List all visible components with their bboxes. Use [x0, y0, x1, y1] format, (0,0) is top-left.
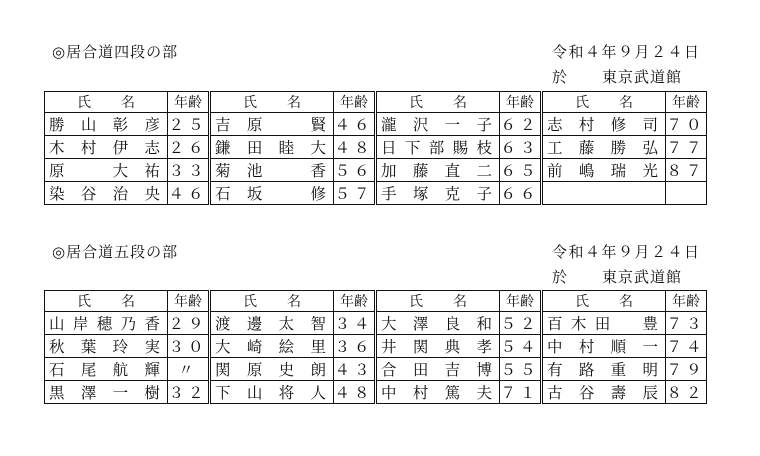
- participant-age: ２５: [168, 113, 210, 136]
- participant-name: 古谷壽辰: [547, 384, 659, 402]
- participant-age: ３３: [168, 159, 210, 182]
- header-age: 年齢: [672, 95, 700, 111]
- participant-age: ８２: [666, 381, 707, 404]
- participant-name: 山岸穂乃香: [49, 315, 161, 333]
- participant-name: 石坂 修: [215, 185, 327, 203]
- participant-age: ４３: [334, 358, 376, 381]
- participant-age: ６５: [500, 159, 542, 182]
- roster-table: [44, 91, 707, 205]
- header-age: 年齢: [506, 95, 534, 111]
- venue-prefix: 於: [552, 68, 569, 86]
- roster-table: [44, 290, 707, 404]
- participant-name: 黒澤一樹: [49, 384, 161, 402]
- participant-age: ７４: [666, 335, 707, 358]
- participant-age: ３２: [168, 381, 210, 404]
- participant-age: ３０: [168, 335, 210, 358]
- participant-name: 大澤良和: [381, 315, 493, 333]
- table-row: [45, 136, 707, 159]
- participant-age: ５２: [500, 312, 542, 335]
- participant-age: ５５: [500, 358, 542, 381]
- header-name: 氏名: [243, 95, 331, 111]
- participant-name: 中村篤夫: [381, 384, 493, 402]
- participant-age: ７３: [666, 312, 707, 335]
- participant-name: 関原史朗: [215, 361, 327, 379]
- participant-name: 百木田 豊: [547, 315, 659, 333]
- participant-name: 石尾航輝: [49, 361, 161, 379]
- participant-name: 志村修司: [547, 116, 659, 134]
- participant-age: ３６: [334, 335, 376, 358]
- header-age: 年齢: [672, 294, 700, 310]
- participant-age: ８７: [666, 159, 707, 182]
- event-venue: [552, 266, 682, 287]
- participant-name: 手塚克子: [381, 185, 493, 203]
- participant-age: [666, 182, 707, 205]
- venue-name: 東京武道館: [602, 268, 683, 286]
- venue-prefix: 於: [552, 268, 569, 286]
- participant-age: ５６: [334, 159, 376, 182]
- header-age: 年齢: [174, 95, 202, 111]
- participant-name: 勝山彰彦: [49, 116, 161, 134]
- event-date: 令和４年９月２４日: [552, 43, 701, 61]
- participant-age: ５４: [500, 335, 542, 358]
- header-name: 氏名: [575, 95, 663, 111]
- participant-age: ７７: [666, 136, 707, 159]
- participant-name: 木村伊志: [49, 139, 161, 157]
- participant-name: 渡邊太智: [215, 315, 327, 333]
- table-header-row: [45, 92, 707, 113]
- participant-age: ７１: [500, 381, 542, 404]
- participant-age: ２９: [168, 312, 210, 335]
- header-age: 年齢: [340, 294, 368, 310]
- participant-name: 下山将人: [215, 384, 327, 402]
- participant-name: 加藤直二: [381, 162, 493, 180]
- participant-name: 染谷治央: [49, 185, 161, 203]
- header-name: 氏名: [575, 294, 663, 310]
- header-name: 氏名: [243, 294, 331, 310]
- venue-name: 東京武道館: [602, 68, 683, 86]
- table-row: [45, 159, 707, 182]
- table-row: [45, 381, 707, 404]
- header-name: 氏名: [77, 294, 165, 310]
- table-row: [45, 335, 707, 358]
- participant-name: 井関典孝: [381, 338, 493, 356]
- header-age: 年齢: [506, 294, 534, 310]
- participant-name: 菊池 香: [215, 162, 327, 180]
- participant-age: ５７: [334, 182, 376, 205]
- section-title: ◎居合道五段の部: [52, 243, 179, 261]
- participant-name: 秋葉玲実: [49, 338, 161, 356]
- table-row: [45, 358, 707, 381]
- section-title: ◎居合道四段の部: [52, 43, 179, 61]
- participant-age: 〃: [168, 358, 210, 381]
- participant-age: ４６: [334, 113, 376, 136]
- participant-age: ６３: [500, 136, 542, 159]
- table-row: [45, 182, 707, 205]
- participant-age: ７９: [666, 358, 707, 381]
- participant-age: ３４: [334, 312, 376, 335]
- header-age: 年齢: [174, 294, 202, 310]
- participant-age: ４８: [334, 381, 376, 404]
- participant-name: 合田吉博: [381, 361, 493, 379]
- participant-name: 瀧沢一子: [381, 116, 493, 134]
- participant-age: ６２: [500, 113, 542, 136]
- participant-name: 大崎絵里: [215, 338, 327, 356]
- table-header-row: [45, 291, 707, 312]
- participant-age: ７０: [666, 113, 707, 136]
- participant-name: 中村順一: [547, 338, 659, 356]
- header-name: 氏名: [77, 95, 165, 111]
- participant-age: ６６: [500, 182, 542, 205]
- participant-age: ４８: [334, 136, 376, 159]
- table-row: [45, 312, 707, 335]
- event-date: 令和４年９月２４日: [552, 243, 701, 261]
- participant-age: ２６: [168, 136, 210, 159]
- header-name: 氏名: [409, 95, 497, 111]
- header-age: 年齢: [340, 95, 368, 111]
- participant-name: 前嶋瑞光: [547, 162, 659, 180]
- event-venue: [552, 66, 682, 87]
- participant-name: 有路重明: [547, 361, 659, 379]
- participant-name: 鎌田睦大: [215, 139, 327, 157]
- participant-name: 日下部賜枝: [381, 139, 493, 157]
- table-row: [45, 113, 707, 136]
- participant-name: 原 大祐: [49, 162, 161, 180]
- header-name: 氏名: [409, 294, 497, 310]
- participant-name: 工藤勝弘: [547, 139, 659, 157]
- participant-name: 吉原 賢: [215, 116, 327, 134]
- participant-age: ４６: [168, 182, 210, 205]
